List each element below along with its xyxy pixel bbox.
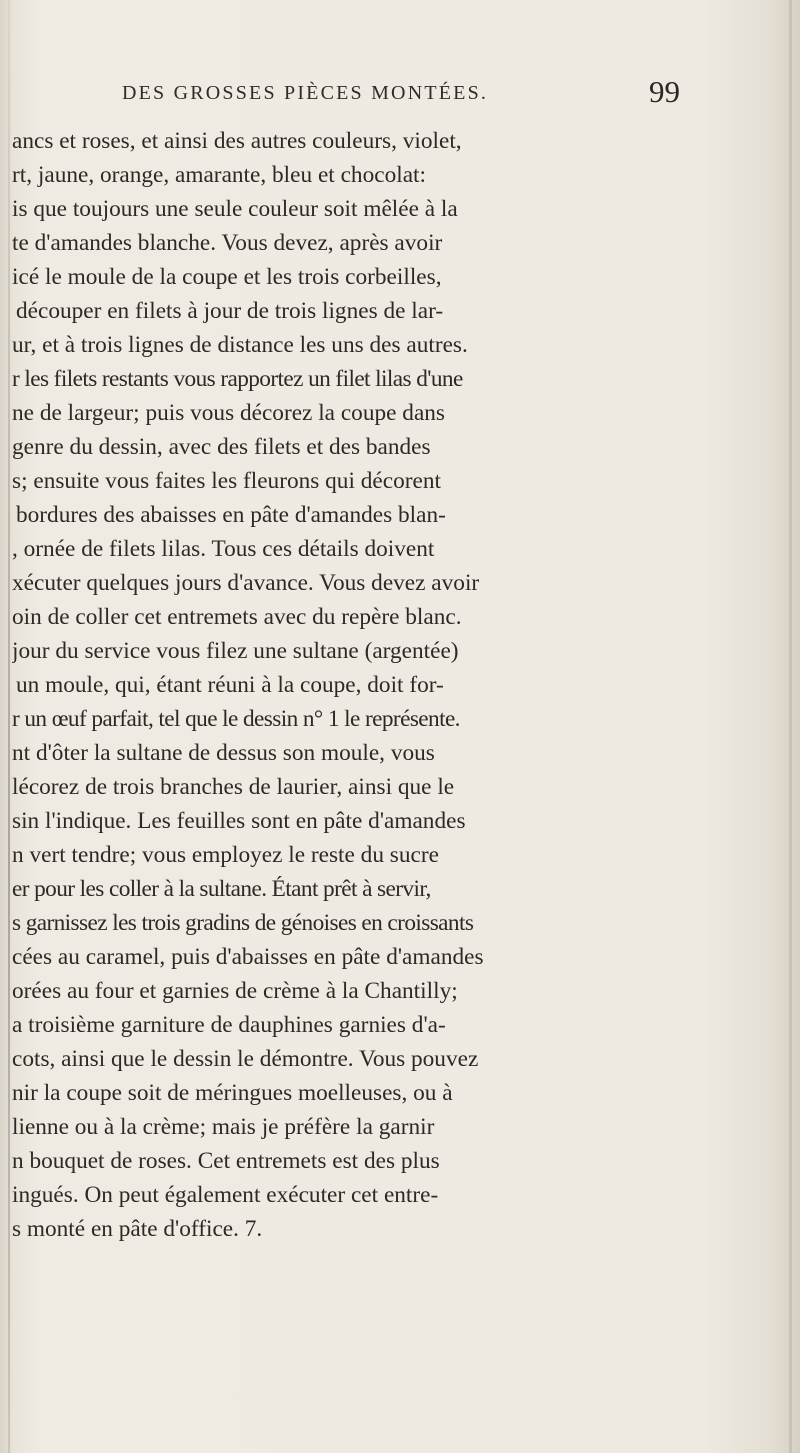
text-line: ur, et à trois lignes de distance les uns des autres. [12, 332, 468, 358]
text-line: r un œuf parfait, tel que le dessin n° 1 le représente. [12, 706, 460, 732]
text-line: bordures des abaisses en pâte d'amandes blan- [16, 502, 446, 528]
text-line: cées au caramel, puis d'abaisses en pâte d'amandes [12, 944, 484, 970]
text-line: sin l'indique. Les feuilles sont en pâte d'amandes [12, 808, 466, 834]
text-line: ne de largeur; puis vous décorez la coupe dans [12, 400, 445, 426]
text-line: s monté en pâte d'office. 7. [12, 1216, 263, 1242]
text-line: n bouquet de roses. Cet entremets est des plus [12, 1148, 440, 1174]
page-edge [789, 0, 792, 1453]
text-line: ancs et roses, et ainsi des autres couleurs, violet, [12, 128, 462, 154]
running-head: DES GROSSES PIÈCES MONTÉES. [122, 82, 489, 104]
body-text [0, 124, 690, 1246]
text-line: n vert tendre; vous employez le reste du sucre [12, 842, 439, 868]
text-line: rt, jaune, orange, amarante, bleu et chocolat: [12, 162, 426, 188]
text-line: nt d'ôter la sultane de dessus son moule, vous [12, 740, 435, 766]
text-line: r les filets restants vous rapportez un filet lilas d'une [12, 366, 463, 392]
text-line: nir la coupe soit de méringues moelleuses, ou à [12, 1080, 453, 1106]
text-line: découper en filets à jour de trois lignes de lar- [16, 298, 444, 324]
text-line: orées au four et garnies de crème à la Chantilly; [12, 978, 458, 1004]
text-line: lécorez de trois branches de laurier, ainsi que le [12, 774, 455, 800]
text-line: icé le moule de la coupe et les trois corbeilles, [12, 264, 442, 290]
text-line: xécuter quelques jours d'avance. Vous devez avoir [12, 570, 480, 596]
page-number: 99 [649, 74, 680, 109]
text-line: a troisième garniture de dauphines garnies d'a- [12, 1012, 446, 1038]
text-line: ingués. On peut également exécuter cet entre- [12, 1182, 439, 1208]
text-line: un moule, qui, étant réuni à la coupe, doit for- [16, 672, 444, 698]
text-line: jour du service vous filez une sultane (argentée) [12, 638, 459, 664]
text-line: oin de coller cet entremets avec du repère blanc. [12, 604, 462, 630]
text-line: s; ensuite vous faites les fleurons qui décorent [12, 468, 441, 494]
text-line: is que toujours une seule couleur soit mêlée à la [12, 196, 458, 222]
text-line: lienne ou à la crème; mais je préfère la garnir [12, 1114, 435, 1140]
text-line: genre du dessin, avec des filets et des bandes [12, 434, 431, 460]
text-line: te d'amandes blanche. Vous devez, après avoir [12, 230, 443, 256]
text-line: s garnissez les trois gradins de génoises en croissants [12, 910, 474, 936]
text-line: cots, ainsi que le dessin le démontre. Vous pouvez [12, 1046, 479, 1072]
text-line: er pour les coller à la sultane. Étant prêt à servir, [12, 876, 431, 902]
text-line: , ornée de filets lilas. Tous ces détails doivent [12, 536, 435, 562]
page-header [100, 74, 680, 120]
